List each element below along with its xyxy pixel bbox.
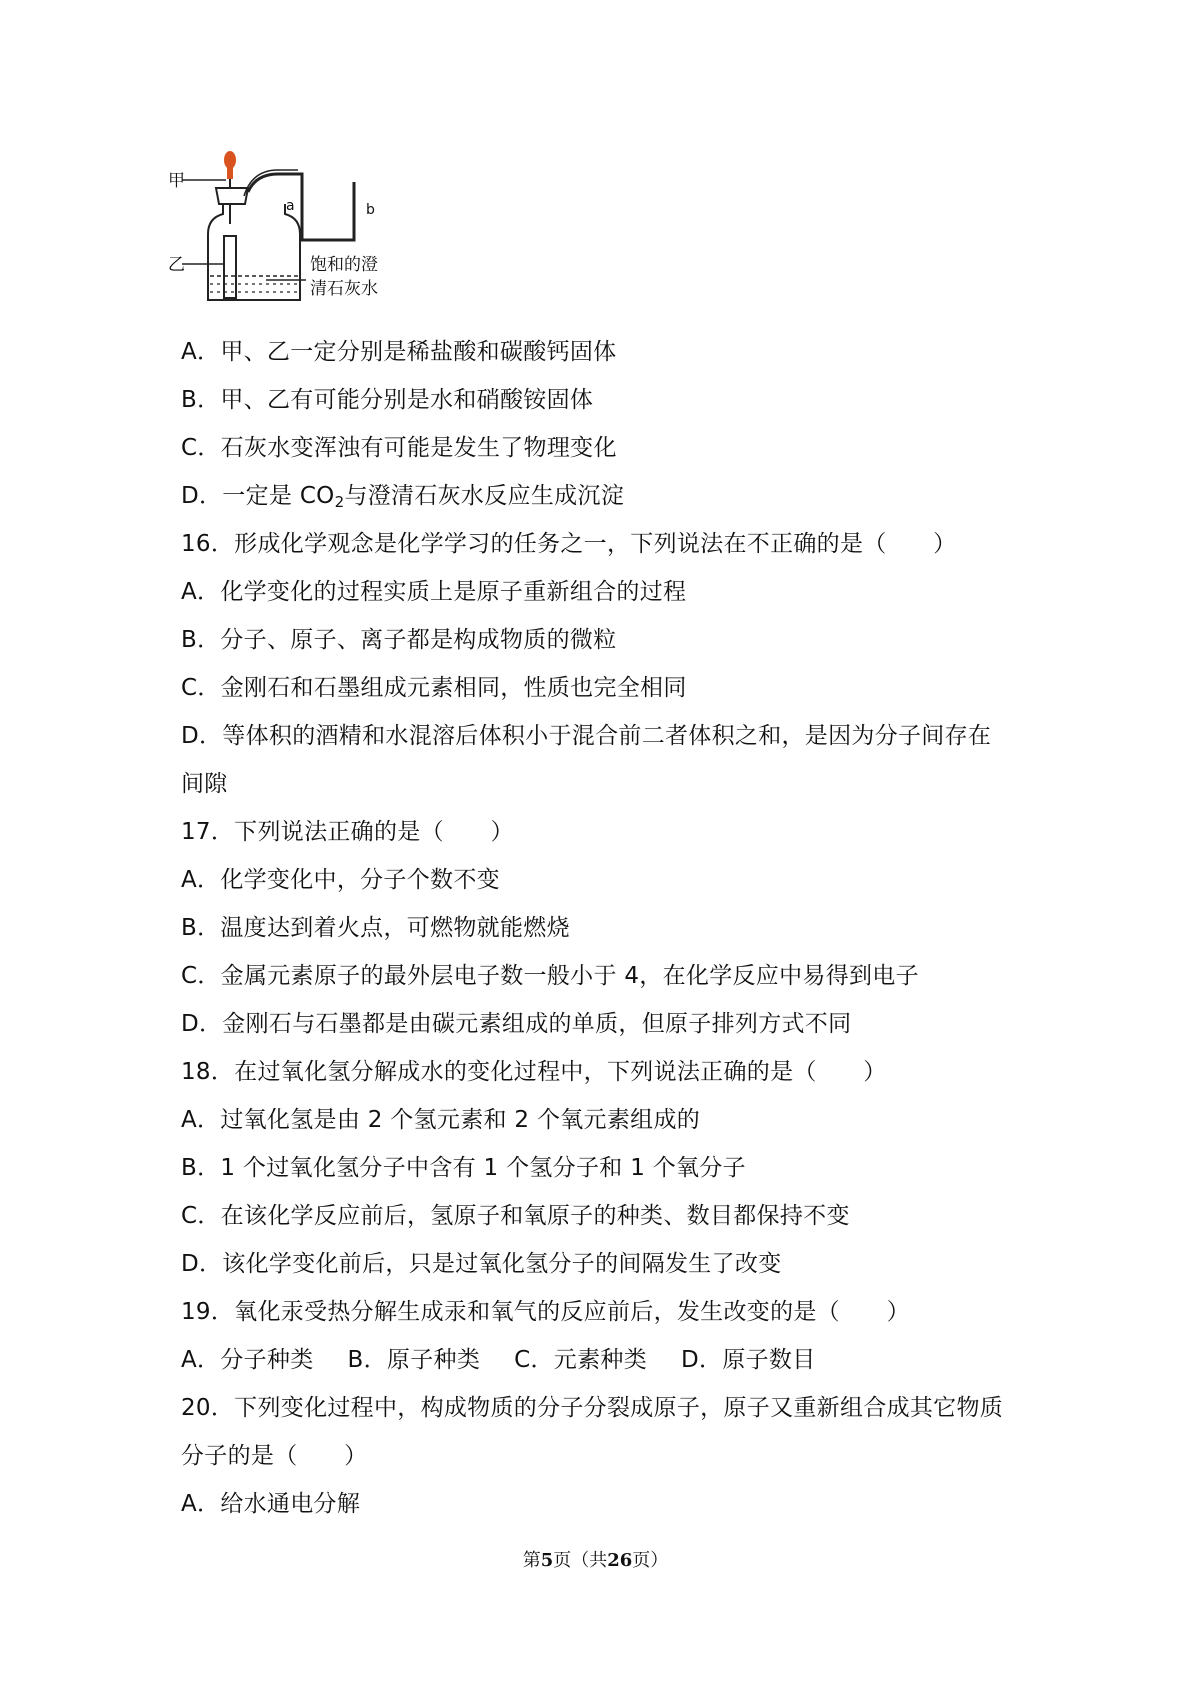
label-yi: 乙 bbox=[168, 255, 185, 275]
q17-option-b: B．温度达到着火点，可燃物就能燃烧 bbox=[181, 915, 570, 941]
q17-option-d: D．金刚石与石墨都是由碳元素组成的单质，但原子排列方式不同 bbox=[181, 1011, 852, 1037]
flask bbox=[208, 204, 300, 300]
q15-option-d-pre: D．一定是 CO bbox=[181, 483, 335, 509]
q19-option-c: C．元素种类 bbox=[514, 1347, 648, 1373]
q16-option-a: A．化学变化的过程实质上是原子重新组合的过程 bbox=[181, 579, 687, 605]
footer-pre: 第 bbox=[522, 1550, 541, 1571]
caption-line2: 清石灰水 bbox=[310, 279, 378, 299]
q15-option-d-sub: 2 bbox=[334, 493, 345, 511]
dropper-bulb bbox=[224, 151, 236, 169]
footer-total-pages: 26 bbox=[607, 1550, 633, 1571]
q19-option-b: B．原子种类 bbox=[347, 1347, 481, 1373]
q20-option-a: A．给水通电分解 bbox=[181, 1491, 361, 1517]
q15-option-a: A．甲、乙一定分别是稀盐酸和碳酸钙固体 bbox=[181, 339, 617, 365]
footer-page-number: 5 bbox=[540, 1550, 554, 1571]
q17-option-a: A．化学变化中，分子个数不变 bbox=[181, 867, 500, 893]
q17-option-c: C．金属元素原子的最外层电子数一般小于 4，在化学反应中易得到电子 bbox=[181, 963, 919, 989]
label-a: a bbox=[286, 198, 295, 214]
q18-option-a: A．过氧化氢是由 2 个氢元素和 2 个氧元素组成的 bbox=[181, 1107, 701, 1133]
page-footer bbox=[0, 1546, 1191, 1572]
q18-option-c: C．在该化学反应前后，氢原子和氧原子的种类、数目都保持不变 bbox=[181, 1203, 850, 1229]
label-jia: 甲 bbox=[168, 171, 185, 191]
q16-option-d-line1: D．等体积的酒精和水混溶后体积小于混合前二者体积之和，是因为分子间存在 bbox=[181, 723, 992, 749]
u-tube bbox=[248, 174, 354, 240]
apparatus-diagram bbox=[168, 152, 428, 324]
q16-option-c: C．金刚石和石墨组成元素相同，性质也完全相同 bbox=[181, 675, 687, 701]
q15-option-b: B．甲、乙有可能分别是水和硝酸铵固体 bbox=[181, 387, 594, 413]
q15-option-d bbox=[181, 481, 624, 517]
q18-option-b: B．1 个过氧化氢分子中含有 1 个氢分子和 1 个氧分子 bbox=[181, 1155, 746, 1181]
q19-options bbox=[181, 1345, 816, 1375]
q15-option-d-post: 与澄清石灰水反应生成沉淀 bbox=[344, 483, 625, 509]
q16-stem: 16．形成化学观念是化学学习的任务之一，下列说法在不正确的是（ ） bbox=[181, 531, 957, 557]
q15-option-c: C．石灰水变浑浊有可能是发生了物理变化 bbox=[181, 435, 617, 461]
q18-stem: 18．在过氧化氢分解成水的变化过程中，下列说法正确的是（ ） bbox=[181, 1059, 887, 1085]
q19-option-a: A．分子种类 bbox=[181, 1347, 314, 1373]
q16-option-d-line2: 间隙 bbox=[181, 771, 228, 797]
apparatus-figure bbox=[168, 152, 428, 324]
q17-stem: 17．下列说法正确的是（ ） bbox=[181, 819, 514, 845]
q16-option-b: B．分子、原子、离子都是构成物质的微粒 bbox=[181, 627, 617, 653]
footer-mid: 页（共 bbox=[553, 1550, 608, 1571]
label-b: b bbox=[366, 202, 375, 218]
q20-stem-line2: 分子的是（ ） bbox=[181, 1443, 368, 1469]
stopper bbox=[216, 188, 248, 204]
q19-stem: 19．氧化汞受热分解生成汞和氧气的反应前后，发生改变的是（ ） bbox=[181, 1299, 910, 1325]
caption-line1: 饱和的澄 bbox=[310, 255, 378, 275]
footer-post: 页） bbox=[632, 1550, 669, 1571]
q18-option-d: D．该化学变化前后，只是过氧化氢分子的间隔发生了改变 bbox=[181, 1251, 782, 1277]
q20-stem-line1: 20．下列变化过程中，构成物质的分子分裂成原子，原子又重新组合成其它物质 bbox=[181, 1395, 1004, 1421]
q19-option-d: D．原子数目 bbox=[681, 1347, 816, 1373]
